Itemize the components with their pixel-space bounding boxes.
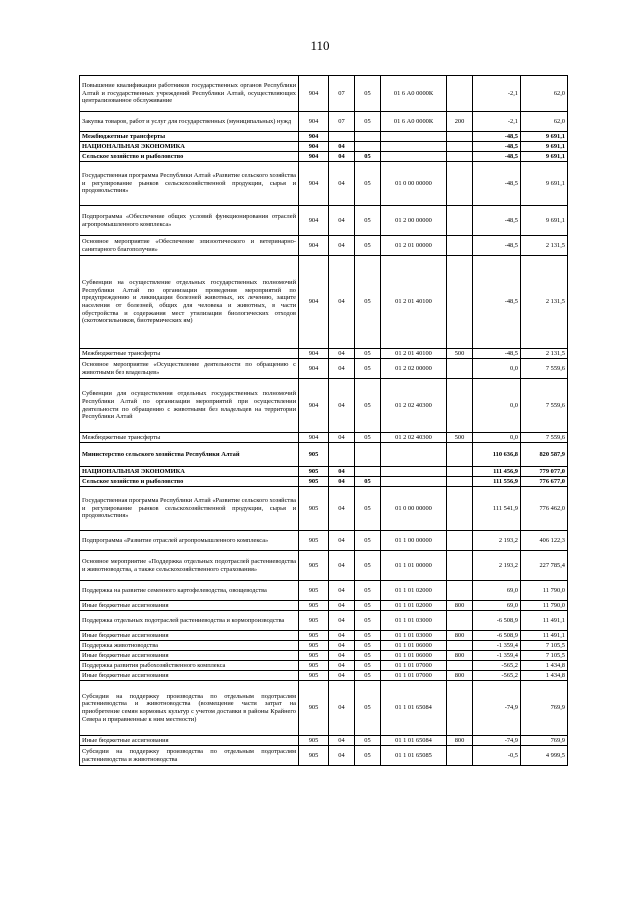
row-name-cell: Субвенции на осуществление отдельных государственных полномочий Республики Алтай по организации проведения мероприятий по предупреждению и ликвидации болезней животных, их лечению, защите населения от болезней, общих для человека и животных, в части обустройства и содержания мест утилизации биологических отходов (скотомогильников, биотермических ям)	[80, 256, 299, 349]
expense-type-code-cell	[447, 487, 473, 531]
table-row	[80, 152, 568, 162]
subsection-code-cell: 05	[355, 611, 381, 631]
ministry-code-cell: 905	[299, 531, 329, 551]
ministry-code-cell: 904	[299, 76, 329, 112]
section-code-cell: 04	[329, 661, 355, 671]
table-row	[80, 443, 568, 467]
table-row	[80, 477, 568, 487]
table-row	[80, 611, 568, 631]
change-amount-cell: 2 193,2	[473, 531, 521, 551]
target-item-code-cell: 01 2 02 40300	[381, 379, 447, 433]
change-amount-cell: 2 193,2	[473, 551, 521, 581]
table-row	[80, 256, 568, 349]
row-name-cell: Субсидии на поддержку производства по отдельным подотраслям растениеводства и животноводства (возмещение части затрат на приобретение семян кормовых культур с учетом доставки в районы Крайнего Севера и приравненные к ним местности)	[80, 681, 299, 736]
section-code-cell: 04	[329, 236, 355, 256]
table-row	[80, 601, 568, 611]
total-amount-cell: 820 587,9	[521, 443, 568, 467]
ministry-code-cell: 905	[299, 681, 329, 736]
row-name-cell: Государственная программа Республики Алтай «Развитие сельского хозяйства и регулирование рынков сельскохозяйственной продукции, сырья и продовольствия»	[80, 487, 299, 531]
section-code-cell: 04	[329, 206, 355, 236]
section-code-cell: 04	[329, 467, 355, 477]
subsection-code-cell: 05	[355, 531, 381, 551]
row-name-cell: Поддержка на развитие семенного картофелеводства, овощеводства	[80, 581, 299, 601]
row-name-cell: Поддержка отдельных подотраслей растениеводства и кормопроизводства	[80, 611, 299, 631]
section-code-cell: 04	[329, 681, 355, 736]
row-name-cell: Государственная программа Республики Алтай «Развитие сельского хозяйства и регулирование рынков сельскохозяйственной продукции, сырья и продовольствия»	[80, 162, 299, 206]
target-item-code-cell: 01 1 01 65084	[381, 681, 447, 736]
ministry-code-cell: 905	[299, 443, 329, 467]
total-amount-cell: 2 131,5	[521, 256, 568, 349]
total-amount-cell: 62,0	[521, 76, 568, 112]
total-amount-cell: 9 691,1	[521, 152, 568, 162]
subsection-code-cell: 05	[355, 206, 381, 236]
row-name-cell: Иные бюджетные ассигнования	[80, 601, 299, 611]
ministry-code-cell: 905	[299, 736, 329, 746]
subsection-code-cell: 05	[355, 76, 381, 112]
subsection-code-cell: 05	[355, 152, 381, 162]
row-name-cell: Поддержка развития рыбохозяйственного комплекса	[80, 661, 299, 671]
target-item-code-cell: 01 1 01 02000	[381, 601, 447, 611]
target-item-code-cell: 01 2 02 40300	[381, 433, 447, 443]
expense-type-code-cell: 800	[447, 736, 473, 746]
row-name-cell: Подпрограмма «Развитие отраслей агропромышленного комплекса»	[80, 531, 299, 551]
total-amount-cell: 769,9	[521, 736, 568, 746]
table-row	[80, 379, 568, 433]
section-code-cell: 07	[329, 112, 355, 132]
table-row	[80, 746, 568, 766]
change-amount-cell: -565,2	[473, 671, 521, 681]
target-item-code-cell: 01 2 00 00000	[381, 206, 447, 236]
subsection-code-cell: 05	[355, 236, 381, 256]
change-amount-cell: -48,5	[473, 349, 521, 359]
row-name-cell: Иные бюджетные ассигнования	[80, 736, 299, 746]
subsection-code-cell: 05	[355, 256, 381, 349]
target-item-code-cell	[381, 477, 447, 487]
budget-table	[79, 75, 568, 766]
change-amount-cell: -565,2	[473, 661, 521, 671]
row-name-cell: Иные бюджетные ассигнования	[80, 631, 299, 641]
target-item-code-cell: 01 1 01 03000	[381, 631, 447, 641]
change-amount-cell: -48,5	[473, 206, 521, 236]
target-item-code-cell: 01 1 01 00000	[381, 551, 447, 581]
row-name-cell: Субвенции для осуществления отдельных государственных полномочий Республики Алтай по организации мероприятий при осуществлении деятельности по обращению с животными без владельцев на территории Республики Алтай	[80, 379, 299, 433]
expense-type-code-cell	[447, 76, 473, 112]
total-amount-cell: 1 434,8	[521, 671, 568, 681]
expense-type-code-cell	[447, 551, 473, 581]
ministry-code-cell: 905	[299, 611, 329, 631]
expense-type-code-cell	[447, 206, 473, 236]
total-amount-cell: 11 790,0	[521, 581, 568, 601]
change-amount-cell: -2,1	[473, 76, 521, 112]
ministry-code-cell: 904	[299, 433, 329, 443]
expense-type-code-cell: 800	[447, 671, 473, 681]
target-item-code-cell: 01 2 01 00000	[381, 236, 447, 256]
change-amount-cell: -0,5	[473, 746, 521, 766]
expense-type-code-cell	[447, 581, 473, 601]
section-code-cell: 04	[329, 631, 355, 641]
ministry-code-cell: 905	[299, 671, 329, 681]
row-name-cell: Иные бюджетные ассигнования	[80, 671, 299, 681]
change-amount-cell: -48,5	[473, 256, 521, 349]
target-item-code-cell	[381, 142, 447, 152]
target-item-code-cell: 01 6 А0 0000К	[381, 112, 447, 132]
subsection-code-cell: 05	[355, 162, 381, 206]
section-code-cell: 04	[329, 551, 355, 581]
subsection-code-cell: 05	[355, 661, 381, 671]
row-name-cell: Межбюджетные трансферты	[80, 433, 299, 443]
change-amount-cell: -48,5	[473, 162, 521, 206]
change-amount-cell: -6 508,9	[473, 631, 521, 641]
row-name-cell: НАЦИОНАЛЬНАЯ ЭКОНОМИКА	[80, 467, 299, 477]
row-name-cell: Основное мероприятие «Обеспечение эпизоотического и ветеринарно-санитарного благополучия»	[80, 236, 299, 256]
total-amount-cell: 7 559,6	[521, 379, 568, 433]
subsection-code-cell: 05	[355, 359, 381, 379]
ministry-code-cell: 905	[299, 477, 329, 487]
table-row	[80, 531, 568, 551]
ministry-code-cell: 905	[299, 746, 329, 766]
ministry-code-cell: 905	[299, 551, 329, 581]
subsection-code-cell: 05	[355, 746, 381, 766]
section-code-cell: 04	[329, 641, 355, 651]
section-code-cell: 04	[329, 152, 355, 162]
change-amount-cell: 110 636,8	[473, 443, 521, 467]
change-amount-cell: -74,9	[473, 681, 521, 736]
change-amount-cell: 111 456,9	[473, 467, 521, 477]
expense-type-code-cell	[447, 641, 473, 651]
row-name-cell: Межбюджетные трансферты	[80, 132, 299, 142]
table-row	[80, 206, 568, 236]
row-name-cell: Поддержка животноводства	[80, 641, 299, 651]
table-row	[80, 631, 568, 641]
total-amount-cell: 227 785,4	[521, 551, 568, 581]
change-amount-cell: -74,9	[473, 736, 521, 746]
expense-type-code-cell	[447, 477, 473, 487]
table-row	[80, 467, 568, 477]
ministry-code-cell: 904	[299, 112, 329, 132]
total-amount-cell: 11 491,1	[521, 611, 568, 631]
target-item-code-cell: 01 2 01 40100	[381, 349, 447, 359]
expense-type-code-cell: 800	[447, 631, 473, 641]
target-item-code-cell: 01 1 01 65085	[381, 746, 447, 766]
total-amount-cell: 776 462,0	[521, 487, 568, 531]
target-item-code-cell: 01 0 00 00000	[381, 162, 447, 206]
target-item-code-cell: 01 1 00 00000	[381, 531, 447, 551]
ministry-code-cell: 905	[299, 641, 329, 651]
expense-type-code-cell: 200	[447, 112, 473, 132]
subsection-code-cell: 05	[355, 736, 381, 746]
change-amount-cell: 111 541,9	[473, 487, 521, 531]
total-amount-cell: 9 691,1	[521, 162, 568, 206]
row-name-cell: Основное мероприятие «Поддержка отдельных подотраслей растениеводства и животноводства, а также сельскохозяйственного страхования»	[80, 551, 299, 581]
change-amount-cell: 69,0	[473, 601, 521, 611]
table-row	[80, 112, 568, 132]
total-amount-cell: 769,9	[521, 681, 568, 736]
subsection-code-cell: 05	[355, 487, 381, 531]
ministry-code-cell: 904	[299, 236, 329, 256]
section-code-cell: 04	[329, 531, 355, 551]
table-row	[80, 671, 568, 681]
target-item-code-cell: 01 1 01 03000	[381, 611, 447, 631]
section-code-cell: 04	[329, 487, 355, 531]
expense-type-code-cell	[447, 236, 473, 256]
subsection-code-cell: 05	[355, 379, 381, 433]
section-code-cell: 04	[329, 601, 355, 611]
subsection-code-cell: 05	[355, 112, 381, 132]
subsection-code-cell	[355, 142, 381, 152]
table-row	[80, 487, 568, 531]
expense-type-code-cell	[447, 681, 473, 736]
subsection-code-cell: 05	[355, 651, 381, 661]
ministry-code-cell: 904	[299, 359, 329, 379]
table-row	[80, 132, 568, 142]
table-row	[80, 651, 568, 661]
change-amount-cell: 0,0	[473, 359, 521, 379]
expense-type-code-cell	[447, 746, 473, 766]
target-item-code-cell: 01 0 00 00000	[381, 487, 447, 531]
total-amount-cell: 7 559,6	[521, 359, 568, 379]
row-name-cell: Основное мероприятие «Осуществление деятельности по обращению с животными без владельцев»	[80, 359, 299, 379]
change-amount-cell: -6 508,9	[473, 611, 521, 631]
table-row	[80, 551, 568, 581]
section-code-cell: 04	[329, 746, 355, 766]
expense-type-code-cell: 800	[447, 601, 473, 611]
ministry-code-cell: 904	[299, 142, 329, 152]
target-item-code-cell: 01 1 01 06000	[381, 641, 447, 651]
table-row	[80, 142, 568, 152]
target-item-code-cell: 01 1 01 65084	[381, 736, 447, 746]
section-code-cell: 04	[329, 736, 355, 746]
ministry-code-cell: 904	[299, 132, 329, 142]
section-code-cell: 04	[329, 433, 355, 443]
total-amount-cell: 7 559,6	[521, 433, 568, 443]
section-code-cell	[329, 443, 355, 467]
subsection-code-cell: 05	[355, 671, 381, 681]
expense-type-code-cell	[447, 152, 473, 162]
change-amount-cell: -1 359,4	[473, 651, 521, 661]
change-amount-cell: -48,5	[473, 152, 521, 162]
change-amount-cell: -2,1	[473, 112, 521, 132]
section-code-cell: 04	[329, 359, 355, 379]
subsection-code-cell: 05	[355, 477, 381, 487]
total-amount-cell: 9 691,1	[521, 142, 568, 152]
table-row	[80, 661, 568, 671]
row-name-cell: Субсидии на поддержку производства по отдельным подотраслям растениеводства и животноводства	[80, 746, 299, 766]
subsection-code-cell	[355, 467, 381, 477]
section-code-cell: 04	[329, 581, 355, 601]
row-name-cell: Подпрограмма «Обеспечение общих условий функционирования отраслей агропромышленного комплекса»	[80, 206, 299, 236]
target-item-code-cell	[381, 443, 447, 467]
subsection-code-cell: 05	[355, 551, 381, 581]
table-row	[80, 433, 568, 443]
target-item-code-cell: 01 6 А0 0000К	[381, 76, 447, 112]
ministry-code-cell: 904	[299, 379, 329, 433]
total-amount-cell: 406 122,3	[521, 531, 568, 551]
total-amount-cell: 62,0	[521, 112, 568, 132]
table-row	[80, 162, 568, 206]
change-amount-cell: 0,0	[473, 379, 521, 433]
table-row	[80, 641, 568, 651]
ministry-code-cell: 905	[299, 581, 329, 601]
expense-type-code-cell	[447, 379, 473, 433]
total-amount-cell: 1 434,8	[521, 661, 568, 671]
section-code-cell: 04	[329, 349, 355, 359]
total-amount-cell: 9 691,1	[521, 206, 568, 236]
table-row	[80, 76, 568, 112]
target-item-code-cell	[381, 152, 447, 162]
ministry-code-cell: 904	[299, 256, 329, 349]
expense-type-code-cell	[447, 611, 473, 631]
target-item-code-cell: 01 1 01 07000	[381, 671, 447, 681]
subsection-code-cell: 05	[355, 681, 381, 736]
expense-type-code-cell	[447, 132, 473, 142]
table-row	[80, 581, 568, 601]
change-amount-cell: -48,5	[473, 132, 521, 142]
target-item-code-cell: 01 2 01 40100	[381, 256, 447, 349]
page-number: 110	[310, 38, 330, 53]
target-item-code-cell: 01 1 01 06000	[381, 651, 447, 661]
total-amount-cell: 776 677,0	[521, 477, 568, 487]
section-code-cell: 04	[329, 379, 355, 433]
ministry-code-cell: 905	[299, 487, 329, 531]
subsection-code-cell: 05	[355, 601, 381, 611]
row-name-cell: Закупка товаров, работ и услуг для государственных (муниципальных) нужд	[80, 112, 299, 132]
target-item-code-cell: 01 2 02 00000	[381, 359, 447, 379]
subsection-code-cell: 05	[355, 349, 381, 359]
change-amount-cell: 111 556,9	[473, 477, 521, 487]
total-amount-cell: 9 691,1	[521, 132, 568, 142]
ministry-code-cell: 905	[299, 601, 329, 611]
change-amount-cell: 69,0	[473, 581, 521, 601]
subsection-code-cell	[355, 132, 381, 142]
expense-type-code-cell	[447, 467, 473, 477]
subsection-code-cell: 05	[355, 433, 381, 443]
row-name-cell: НАЦИОНАЛЬНАЯ ЭКОНОМИКА	[80, 142, 299, 152]
row-name-cell: Сельское хозяйство и рыболовство	[80, 152, 299, 162]
ministry-code-cell: 905	[299, 651, 329, 661]
target-item-code-cell	[381, 132, 447, 142]
expense-type-code-cell	[447, 142, 473, 152]
change-amount-cell: -48,5	[473, 142, 521, 152]
total-amount-cell: 2 131,5	[521, 236, 568, 256]
expense-type-code-cell	[447, 661, 473, 671]
total-amount-cell: 11 491,1	[521, 631, 568, 641]
expense-type-code-cell: 500	[447, 349, 473, 359]
row-name-cell: Межбюджетные трансферты	[80, 349, 299, 359]
section-code-cell: 04	[329, 256, 355, 349]
change-amount-cell: 0,0	[473, 433, 521, 443]
ministry-code-cell: 904	[299, 152, 329, 162]
expense-type-code-cell	[447, 162, 473, 206]
subsection-code-cell: 05	[355, 581, 381, 601]
total-amount-cell: 779 077,0	[521, 467, 568, 477]
subsection-code-cell: 05	[355, 631, 381, 641]
ministry-code-cell: 905	[299, 467, 329, 477]
section-code-cell	[329, 132, 355, 142]
subsection-code-cell: 05	[355, 641, 381, 651]
expense-type-code-cell: 800	[447, 651, 473, 661]
total-amount-cell: 7 105,5	[521, 651, 568, 661]
table-row	[80, 736, 568, 746]
total-amount-cell: 4 999,5	[521, 746, 568, 766]
section-code-cell: 04	[329, 671, 355, 681]
ministry-code-cell: 904	[299, 349, 329, 359]
row-name-cell: Министерство сельского хозяйства Республики Алтай	[80, 443, 299, 467]
ministry-code-cell: 905	[299, 661, 329, 671]
row-name-cell: Сельское хозяйство и рыболовство	[80, 477, 299, 487]
expense-type-code-cell	[447, 359, 473, 379]
total-amount-cell: 11 790,0	[521, 601, 568, 611]
table-row	[80, 359, 568, 379]
ministry-code-cell: 904	[299, 206, 329, 236]
target-item-code-cell: 01 1 01 07000	[381, 661, 447, 671]
total-amount-cell: 2 131,5	[521, 349, 568, 359]
total-amount-cell: 7 105,5	[521, 641, 568, 651]
section-code-cell: 04	[329, 142, 355, 152]
expense-type-code-cell	[447, 256, 473, 349]
target-item-code-cell: 01 1 01 02000	[381, 581, 447, 601]
change-amount-cell: -1 359,4	[473, 641, 521, 651]
table-row	[80, 349, 568, 359]
subsection-code-cell	[355, 443, 381, 467]
table-row	[80, 236, 568, 256]
row-name-cell: Повышение квалификации работников государственных органов Республики Алтай и государственных учреждений Республики Алтай, осуществляющих централизованное обслуживание	[80, 76, 299, 112]
section-code-cell: 04	[329, 477, 355, 487]
expense-type-code-cell	[447, 531, 473, 551]
change-amount-cell: -48,5	[473, 236, 521, 256]
expense-type-code-cell: 500	[447, 433, 473, 443]
row-name-cell: Иные бюджетные ассигнования	[80, 651, 299, 661]
ministry-code-cell: 904	[299, 162, 329, 206]
ministry-code-cell: 905	[299, 631, 329, 641]
section-code-cell: 07	[329, 76, 355, 112]
expense-type-code-cell	[447, 443, 473, 467]
section-code-cell: 04	[329, 611, 355, 631]
table-row	[80, 681, 568, 736]
target-item-code-cell	[381, 467, 447, 477]
section-code-cell: 04	[329, 162, 355, 206]
section-code-cell: 04	[329, 651, 355, 661]
